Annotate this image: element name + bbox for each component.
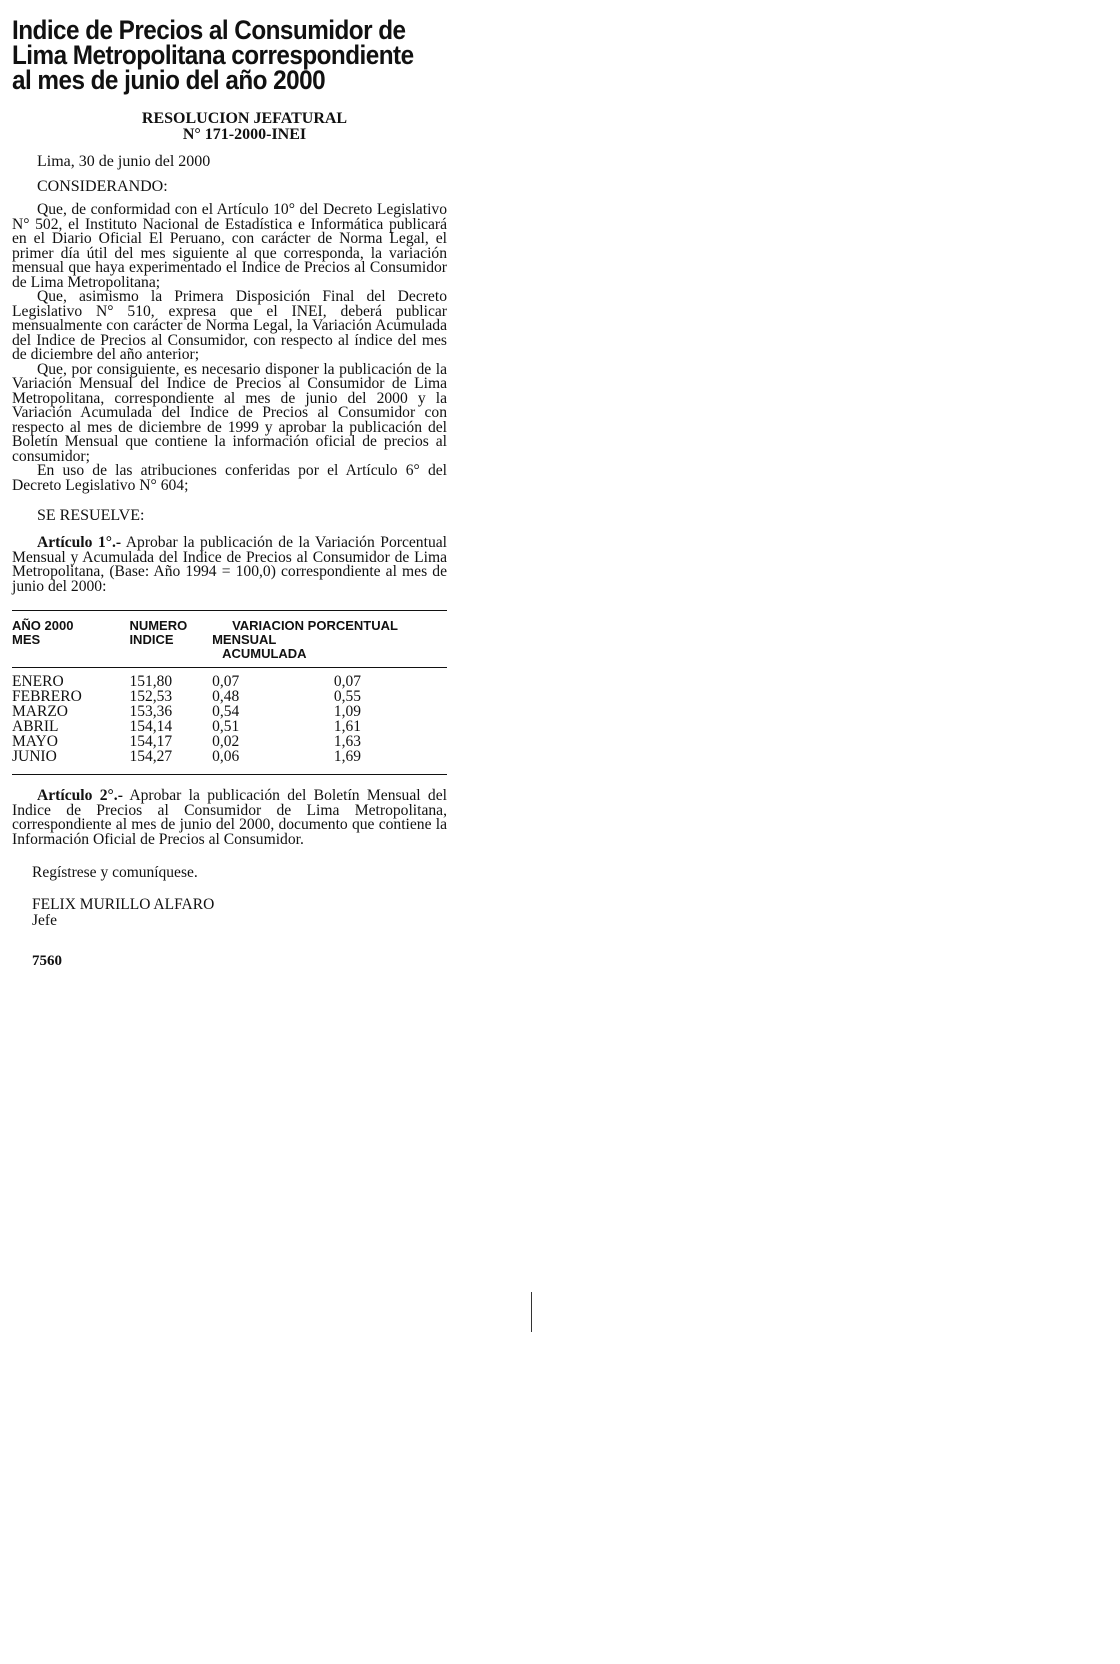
header-monthly-label: MENSUAL: [212, 632, 277, 647]
paragraph-4: En uso de las atribuciones conferidas por el Artículo 6° del Decreto Legislativo N° 604;: [12, 462, 447, 494]
article-1-text: Aprobar la publicación de la Variación Porcentual Mensual y Acumulada del Indice de Precios al Consumidor de Lima Metropolitana, (Base: Año 1994 = 100,0) correspondiente al mes de junio del 2000:: [12, 534, 447, 595]
resolution-heading: [12, 111, 447, 143]
header-index-label: INDICE: [129, 632, 174, 647]
title-line-2: Lima Metropolitana correspondiente: [12, 40, 414, 70]
cell-cumulative: 1,61: [333, 718, 361, 735]
article-2: [12, 789, 447, 847]
cell-index: 154,14: [129, 718, 173, 735]
table-header-row: [12, 611, 447, 668]
header-month-label: MES: [12, 632, 41, 647]
cell-index: 154,17: [129, 733, 173, 750]
cell-monthly: 0,51: [212, 718, 240, 735]
table-row: [12, 689, 447, 704]
document-title: [12, 15, 453, 95]
title-line-1: Indice de Precios al Consumidor de: [12, 15, 406, 45]
cell-cumulative: 1,69: [333, 748, 361, 765]
header-index: [129, 611, 212, 668]
considerando-heading: CONSIDERANDO:: [37, 178, 168, 195]
header-variation-group: [212, 611, 447, 668]
cell-monthly: 0,07: [212, 673, 240, 690]
cell-cumulative: 1,63: [333, 733, 361, 750]
document-date: Lima, 30 de junio del 2000: [37, 153, 211, 170]
cell-cumulative: 0,55: [333, 688, 361, 705]
table-row: [12, 749, 447, 775]
table-row: [12, 668, 447, 690]
table-row: [12, 734, 447, 749]
cell-month: ABRIL: [12, 718, 59, 735]
header-number-label: NUMERO: [129, 618, 188, 633]
header-year-label: AÑO 2000: [12, 618, 74, 633]
cell-monthly: 0,48: [212, 688, 240, 705]
cell-month: MAYO: [12, 733, 58, 750]
price-index-table: [12, 610, 447, 775]
article-1: [12, 536, 447, 594]
paragraph-3: Que, por consiguiente, es necesario disponer la publicación de la Variación Mensual del Indice de Precios al Consumidor de Lima Metropolitana, correspondiente al mes de junio del 2000 y la Variación Acumulada del Indice de Precios al Consumidor con respecto al mes de diciembre de 1999 y aprobar la publicación del Boletín Mensual que contiene la información oficial de precios al consumidor;: [12, 360, 447, 465]
cell-index: 154,27: [129, 748, 173, 765]
cell-month: ENERO: [12, 673, 64, 690]
closing-formula: Regístrese y comuníquese.: [32, 864, 198, 881]
article-1-lead: Artículo 1°.-: [37, 534, 122, 551]
header-variation-label: VARIACION PORCENTUAL: [232, 618, 398, 633]
cell-index: 151,80: [129, 673, 173, 690]
header-month: [12, 611, 129, 668]
cell-month: JUNIO: [12, 748, 57, 765]
scan-artifact-line: [531, 1292, 532, 1332]
signer-role: Jefe: [32, 912, 57, 929]
resolution-type: RESOLUCION JEFATURAL: [141, 110, 348, 127]
cell-monthly: 0,02: [212, 733, 240, 750]
cell-cumulative: 0,07: [333, 673, 361, 690]
paragraph-2: Que, asimismo la Primera Disposición Final del Decreto Legislativo N° 510, expresa que el INEI, deberá publicar mensualmente con carácter de Norma Legal, la Variación Acumulada del Indice de Precios al Consumidor, con respecto al índice del mes de diciembre del año anterior;: [12, 288, 447, 363]
table-row: [12, 719, 447, 734]
signer-name: FELIX MURILLO ALFARO: [32, 896, 215, 913]
header-cumulative-label: ACUMULADA: [222, 646, 307, 661]
cell-index: 152,53: [129, 688, 173, 705]
title-line-3: al mes de junio del año 2000: [12, 65, 326, 95]
resolution-number: N° 171-2000-INEI: [182, 126, 307, 143]
se-resuelve-heading: SE RESUELVE:: [37, 507, 145, 524]
document-page: [12, 15, 447, 970]
article-2-text: Aprobar la publicación del Boletín Mensual del Indice de Precios al Consumidor de Lima Metropolitana, correspondiente al mes de junio del 2000, documento que contiene la Información Oficial de Precios al Consumidor.: [12, 787, 447, 848]
cell-cumulative: 1,09: [333, 703, 361, 720]
cell-month: FEBRERO: [12, 688, 82, 705]
page-code: 7560: [32, 953, 62, 969]
cell-monthly: 0,06: [212, 748, 240, 765]
article-2-lead: Artículo 2°.-: [37, 787, 123, 804]
cell-index: 153,36: [129, 703, 173, 720]
paragraph-1: Que, de conformidad con el Artículo 10° del Decreto Legislativo N° 502, el Instituto Nacional de Estadística e Informática publicará en el Diario Oficial El Peruano, con carácter de Norma Legal, el primer día útil del mes siguiente al que corresponda, la variación mensual que haya experimentado el Indice de Precios al Consumidor de Lima Metropolitana;: [12, 201, 447, 291]
table-row: [12, 704, 447, 719]
cell-month: MARZO: [12, 703, 68, 720]
cell-monthly: 0,54: [212, 703, 240, 720]
closing-block: [12, 865, 447, 970]
